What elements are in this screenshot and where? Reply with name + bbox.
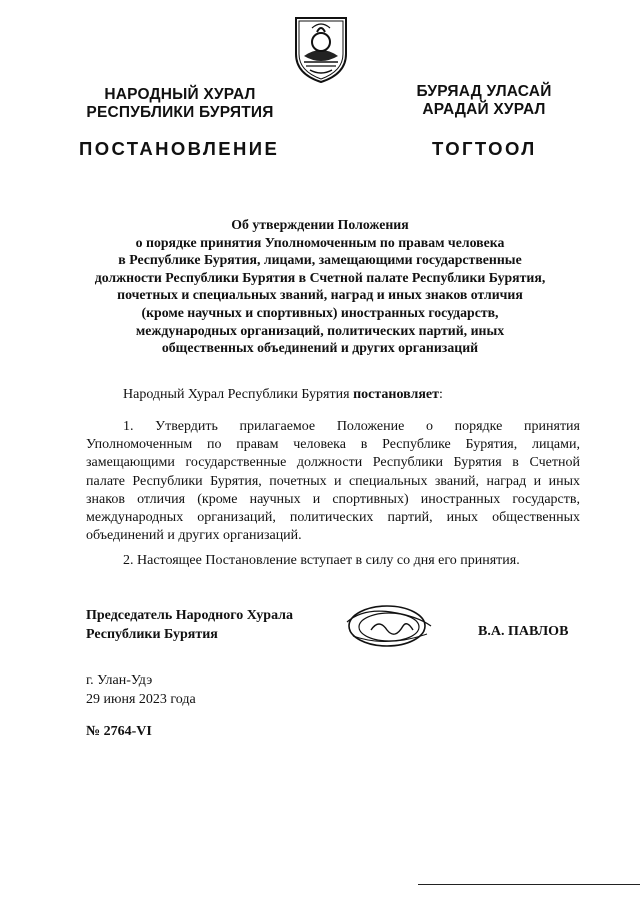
issuer-name-russian xyxy=(80,86,280,122)
handwritten-signature xyxy=(343,600,435,652)
paragraph-1: 1. Утвердить прилагаемое Положение о порядке принятия Уполномоченным по правам человека в Республике Бурятия, лицами, замещающими государственные должности Республики Бурятия в Счетной палате Республики Бурятия, почетных и специальных званий, наград и иных знаков отличия (кроме научных и спортивных) иностранных государств, международных организаций, политических партий, иных общественных объединений и других организаций. xyxy=(86,419,580,544)
title-line: почетных и специальных званий, наград и иных знаков отличия xyxy=(117,287,523,303)
paragraph-2: 2. Настоящее Постановление вступает в силу со дня его принятия. xyxy=(123,553,520,568)
title-line: (кроме научных и спортивных) иностранных государств, xyxy=(141,304,499,320)
document-number: № 2764-VI xyxy=(86,724,152,739)
document-type-russian: ПОСТАНОВЛЕНИЕ xyxy=(79,138,280,159)
issuer-line: АРАДАЙ ХУРАЛ xyxy=(422,101,546,118)
enacting-clause-verb: постановляет xyxy=(353,387,440,402)
coat-of-arms-emblem xyxy=(290,14,352,84)
title-line: в Республике Бурятия, лицами, замещающими государственные xyxy=(118,252,522,268)
issuer-line: НАРОДНЫЙ ХУРАЛ xyxy=(104,86,256,103)
issuer-line: РЕСПУБЛИКИ БУРЯТИЯ xyxy=(86,104,274,121)
document-type-buryat: ТОГТООЛ xyxy=(432,138,537,159)
enacting-clause-text: Народный Хурал Республики Бурятия xyxy=(123,387,354,402)
place-and-date xyxy=(86,672,196,709)
signatory-position-line: Председатель Народного Хурала xyxy=(86,608,294,623)
enacting-clause xyxy=(86,386,580,404)
signatory-position-line: Республики Бурятия xyxy=(86,627,218,642)
title-line: о порядке принятия Уполномоченным по правам человека xyxy=(135,234,505,250)
issuer-line: БУРЯАД УЛАСАЙ xyxy=(416,83,552,100)
signatory-position xyxy=(86,606,293,644)
city: г. Улан-Удэ xyxy=(86,673,153,688)
title-line: должности Республики Бурятия в Счетной палате Республики Бурятия, xyxy=(94,269,546,285)
signatory-name: В.А. ПАВЛОВ xyxy=(478,624,569,639)
title-line: общественных объединений и других организаций xyxy=(161,340,479,356)
date: 29 июня 2023 года xyxy=(86,691,196,707)
issuer-name-buryat xyxy=(400,83,568,119)
title-line: международных организаций, политических партий, иных xyxy=(135,322,505,338)
footer-rule xyxy=(418,884,640,885)
document-title xyxy=(60,216,580,357)
title-line: Об утверждении Положения xyxy=(231,217,409,232)
enacting-clause-colon: : xyxy=(439,387,443,402)
